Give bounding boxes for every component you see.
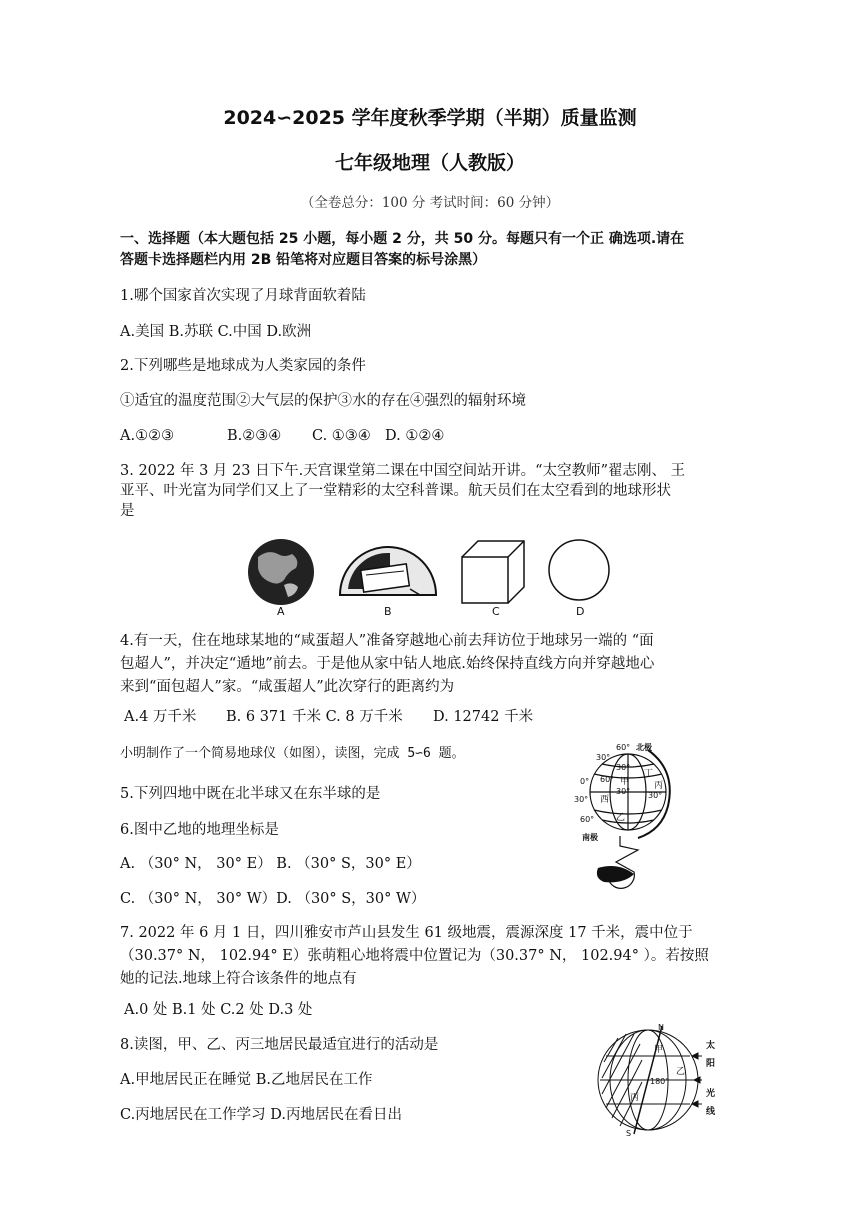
earth-cutaway-icon	[340, 547, 436, 617]
q2-option-c: C. ①③④	[312, 428, 371, 444]
svg-text:线: 线	[706, 1107, 716, 1117]
circle-icon	[549, 540, 609, 617]
cube-icon	[462, 541, 524, 617]
q6-stem: 6.图中乙地的地理坐标是	[120, 822, 279, 838]
svg-text:南极: 南极	[582, 833, 598, 842]
q8-stem: 8.读图，甲、乙、丙三地居民最适宜进行的活动是	[120, 1037, 439, 1053]
svg-text:60°: 60°	[616, 743, 631, 752]
q3-line1: 3. 2022 年 3 月 23 日下午.天宫课堂第二课在中国空间站开讲。“太空教师”翟志刚、 王	[120, 463, 686, 479]
q1-stem: 1.哪个国家首次实现了月球背面软着陆	[120, 288, 366, 304]
q7-options: A.0 处 B.1 处 C.2 处 D.3 处	[124, 1002, 313, 1018]
q7-line3: 她的记法.地球上符合该条件的地点有	[120, 971, 357, 987]
q5-stem: 5.下列四地中既在北半球又在东半球的是	[120, 786, 381, 802]
svg-text:30°: 30°	[616, 763, 631, 772]
q2-stem: 2.下列哪些是地球成为人类家园的条件	[120, 358, 366, 374]
q3-line3: 是	[120, 503, 135, 519]
svg-text:N: N	[658, 1023, 664, 1032]
svg-text:30°: 30°	[574, 795, 589, 804]
q3-figure	[240, 535, 620, 617]
globe-figure	[560, 740, 690, 890]
section-instructions-line2: 答题卡选择题栏内用 2B 铅笔将对应题目答案的标号涂黑）	[120, 252, 487, 268]
svg-text:北极: 北极	[636, 743, 652, 752]
q4-option-d: D. 12742 千米	[433, 709, 534, 725]
q2-option-a: A.①②③	[120, 428, 175, 444]
svg-text:乙: 乙	[616, 813, 626, 823]
q4-line2: 包超人”，并决定“遁地”前去。于是他从家中钻人地底.始终保持直线方向并穿越地心	[120, 656, 655, 672]
q2-items: ①适宜的温度范围②大气层的保护③水的存在④强烈的辐射环境	[120, 393, 526, 409]
svg-text:太: 太	[706, 1041, 716, 1051]
q4-option-a: A.4 万千米	[124, 709, 197, 725]
svg-text:180°: 180°	[650, 1077, 670, 1086]
q8-options-cd: C.丙地居民在工作学习 D.丙地居民在看日出	[120, 1107, 403, 1123]
q3-label-d: D	[576, 605, 585, 617]
exam-subtitle: 七年级地理（人教版）	[334, 152, 525, 174]
q7-line2: （30.37° N， 102.94° E）张萌粗心地将震中位置记为（30.37° N， 102.94° ）。若按照	[120, 948, 709, 964]
q56-intro: 小明制作了一个简易地球仪（如图），读图，完成 5∽6 题。	[120, 746, 465, 761]
exam-title: 2024∽2025 学年度秋季学期（半期）质量监测	[223, 107, 637, 129]
q3-label-a: A	[277, 605, 285, 617]
q6-options-ab: A. （30° N， 30° E） B. （30° S，30° E）	[120, 856, 421, 872]
q6-options-cd: C. （30° N， 30° W）D. （30° S，30° W）	[120, 891, 426, 907]
svg-text:西: 西	[600, 795, 610, 805]
q4-line3: 来到“面包超人”家。“咸蛋超人”此次穿行的距离约为	[120, 679, 455, 695]
q4-line1: 4.有一天，住在地球某地的“咸蛋超人”准备穿越地心前去拜访位于地球另一端的 “面	[120, 633, 654, 649]
svg-text:60°: 60°	[580, 815, 595, 824]
svg-text:光: 光	[706, 1089, 716, 1099]
svg-text:30°: 30°	[616, 787, 631, 796]
section-instructions-line1: 一、选择题（本大题包括 25 小题，每小题 2 分，共 50 分。每题只有一个正 确选项.请在	[120, 231, 685, 247]
q2-option-d: D. ①②④	[385, 428, 445, 444]
q7-line1: 7. 2022 年 6 月 1 日，四川雅安市芦山县发生 61 级地震，震源深度 17 千米，震中位于	[120, 925, 693, 941]
q4-option-bc: B. 6 371 千米 C. 8 万千米	[226, 709, 403, 725]
svg-text:甲: 甲	[654, 1045, 664, 1055]
svg-text:30°: 30°	[648, 791, 663, 800]
q3-label-c: C	[492, 605, 500, 617]
svg-text:0°: 0°	[580, 777, 590, 786]
q3-line2: 亚平、叶光富为同学们又上了一堂精彩的太空科普课。航天员们在太空看到的地球形状	[120, 483, 671, 499]
svg-text:乙: 乙	[676, 1067, 686, 1077]
svg-text:丙: 丙	[654, 781, 664, 791]
q1-options: A.美国 B.苏联 C.中国 D.欧洲	[120, 324, 312, 340]
sunlight-figure	[590, 1022, 725, 1137]
svg-text:丁: 丁	[644, 769, 654, 779]
exam-info: （全卷总分：100 分 考试时间：60 分钟）	[300, 195, 560, 211]
svg-text:甲: 甲	[620, 777, 630, 787]
svg-text:丙: 丙	[630, 1093, 640, 1103]
svg-text:阳: 阳	[706, 1059, 716, 1069]
svg-text:60°: 60°	[600, 775, 615, 784]
q8-options-ab: A.甲地居民正在睡觉 B.乙地居民在工作	[120, 1072, 373, 1088]
svg-text:30°: 30°	[596, 753, 611, 762]
earth-photo-icon	[248, 539, 314, 617]
svg-text:S: S	[626, 1129, 632, 1137]
q2-option-b: B.②③④	[227, 428, 282, 444]
q3-label-b: B	[384, 605, 392, 617]
